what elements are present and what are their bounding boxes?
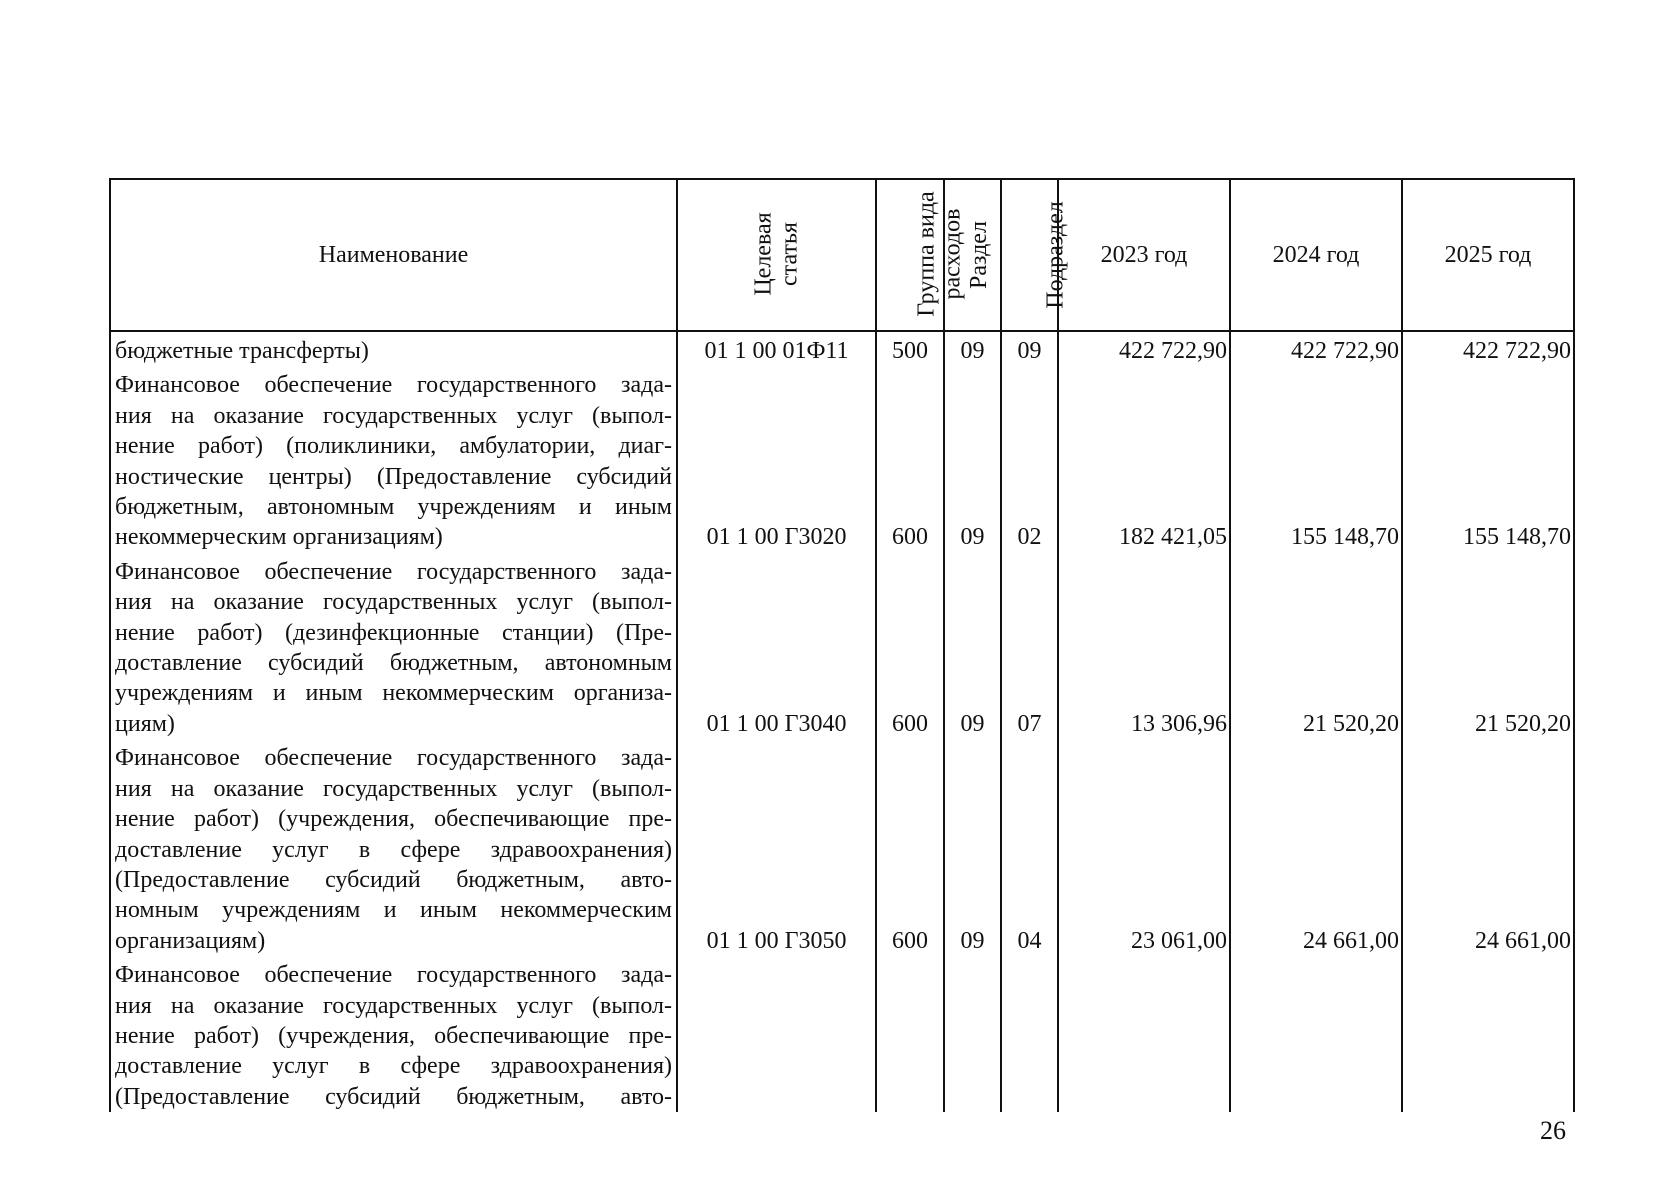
header-target-article-line1: Целевая — [750, 212, 777, 296]
name-line: нение работ) (дезинфекционные станции) (Пре- — [115, 619, 672, 646]
row-2025: 422 722,90 — [1402, 331, 1574, 366]
name-line: ния на оказание государственных услуг (выпол- — [115, 589, 672, 616]
row-name — [110, 366, 677, 552]
header-subsection — [1001, 179, 1069, 331]
name-line: доставление услуг в сфере здравоохранения) — [115, 1053, 672, 1080]
name-line: ностические центры) (Предоставление субсидий — [115, 463, 672, 490]
row-target-article: 01 1 00 01Ф11 — [677, 331, 876, 366]
row-name — [110, 553, 677, 739]
row-section: 09 — [944, 553, 1001, 739]
row-2024: 422 722,90 — [1230, 331, 1402, 366]
header-expense-group-line1: Группа вида — [913, 191, 940, 317]
header-expense-group-line2: расходов — [939, 208, 966, 300]
row-expense-group: 600 — [876, 366, 944, 552]
row-2023: 23 061,00 — [1058, 739, 1230, 956]
row-name — [110, 739, 677, 956]
name-line: ния на оказание государственных услуг (выпол- — [115, 402, 672, 429]
row-subsection: 09 — [1001, 331, 1058, 366]
row-subsection: 02 — [1001, 366, 1058, 552]
name-line: Финансовое обеспечение государственного зада- — [115, 558, 672, 585]
row-expense-group: 600 — [876, 553, 944, 739]
name-line: Финансовое обеспечение государственного зада- — [115, 745, 672, 772]
row-expense-group: 500 — [876, 331, 944, 366]
name-line: доставление услуг в сфере здравоохранения) — [115, 836, 672, 863]
empty-cell — [876, 956, 944, 1112]
header-name: Наименование — [110, 179, 677, 331]
row-expense-group: 600 — [876, 739, 944, 956]
row-2024: 21 520,20 — [1230, 553, 1402, 739]
name-line: доставление субсидий бюджетным, автономным — [115, 650, 672, 677]
name-line: номным учреждениям и иным некоммерческим — [115, 897, 672, 924]
name-line: Финансовое обеспечение государственного зада- — [115, 962, 672, 989]
row-target-article: 01 1 00 Г3020 — [677, 366, 876, 552]
header-section-label: Раздел — [965, 220, 992, 289]
table-row — [110, 553, 1574, 739]
row-section: 09 — [944, 331, 1001, 366]
empty-cell — [677, 956, 876, 1112]
name-line: нение работ) (поликлиники, амбулатории, диаг- — [115, 433, 672, 460]
row-name — [110, 331, 677, 366]
row-2025: 24 661,00 — [1402, 739, 1574, 956]
name-line: циям) — [115, 710, 175, 737]
table-row — [110, 331, 1574, 366]
budget-table — [109, 178, 1575, 1112]
row-target-article: 01 1 00 Г3040 — [677, 553, 876, 739]
row-subsection: 04 — [1001, 739, 1058, 956]
name-line: ния на оказание государственных услуг (выпол- — [115, 775, 672, 802]
header-year-2023: 2023 год — [1058, 179, 1230, 331]
row-2025: 21 520,20 — [1402, 553, 1574, 739]
row-2023: 182 421,05 — [1058, 366, 1230, 552]
row-2023: 422 722,90 — [1058, 331, 1230, 366]
header-year-2025: 2025 год — [1402, 179, 1574, 331]
table-row-continued — [110, 956, 1574, 1112]
empty-cell — [1001, 956, 1058, 1112]
row-name-continued — [110, 956, 677, 1112]
name-line: организациям) — [115, 927, 266, 954]
empty-cell — [1058, 956, 1230, 1112]
row-2023: 13 306,96 — [1058, 553, 1230, 739]
row-2025: 155 148,70 — [1402, 366, 1574, 552]
row-section: 09 — [944, 739, 1001, 956]
table-row — [110, 739, 1574, 956]
name-line: (Предоставление субсидий бюджетным, авто- — [115, 1083, 672, 1110]
name-line: Финансовое обеспечение государственного зада- — [115, 372, 672, 399]
name-line: ния на оказание государственных услуг (выпол- — [115, 992, 672, 1019]
name-line: бюджетным, автономным учреждениям и иным — [115, 494, 672, 521]
header-target-article-line2: статья — [776, 221, 803, 286]
row-section: 09 — [944, 366, 1001, 552]
header-subsection-label: Подраздел — [1042, 201, 1069, 309]
empty-cell — [1230, 956, 1402, 1112]
row-subsection: 07 — [1001, 553, 1058, 739]
row-2024: 24 661,00 — [1230, 739, 1402, 956]
row-2024: 155 148,70 — [1230, 366, 1402, 552]
name-line: учреждениям и иным некоммерческим организа- — [115, 680, 672, 707]
table-body — [110, 331, 1574, 1112]
header-year-2024: 2024 год — [1230, 179, 1402, 331]
header-expense-group — [876, 179, 966, 331]
name-line: нение работ) (учреждения, обеспечивающие пре- — [115, 806, 672, 833]
table-row — [110, 366, 1574, 552]
name-line: (Предоставление субсидий бюджетным, авто- — [115, 866, 672, 893]
header-target-article — [677, 179, 876, 331]
name-line: некоммерческим организациям) — [115, 524, 443, 551]
empty-cell — [1402, 956, 1574, 1112]
table-header — [110, 179, 1574, 331]
name-line: бюджетные трансферты) — [115, 338, 369, 364]
row-target-article: 01 1 00 Г3050 — [677, 739, 876, 956]
empty-cell — [944, 956, 1001, 1112]
name-line: нение работ) (учреждения, обеспечивающие пре- — [115, 1022, 672, 1049]
page-number: 26 — [1540, 1116, 1566, 1145]
